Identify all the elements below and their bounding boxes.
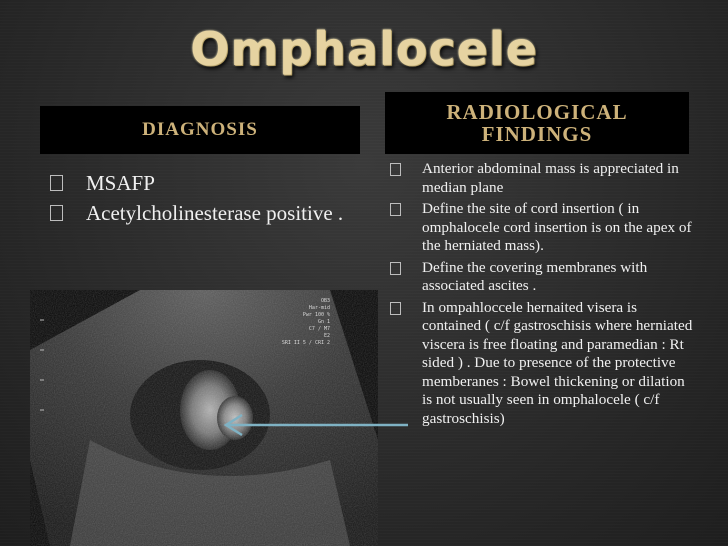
- finding-item: [388, 200, 693, 256]
- header-line-1: RADIOLOGICAL: [446, 100, 628, 124]
- bullet-box-icon: [390, 160, 401, 182]
- bullet-box-icon: [50, 200, 63, 228]
- diagnosis-header: [40, 106, 360, 154]
- us-label-4: Gn 1: [317, 319, 330, 325]
- slide-title: Omphalocele: [190, 22, 538, 76]
- header-line-2: FINDINGS: [481, 122, 593, 146]
- diagnosis-item: [48, 200, 348, 227]
- ultrasound-scan: [30, 290, 378, 546]
- bullet-box-icon: [390, 299, 401, 321]
- diagnosis-item-text: Acetylcholinesterase positive .: [86, 201, 344, 225]
- diagnosis-list: [48, 170, 348, 230]
- us-label-6: E2: [323, 333, 330, 339]
- us-label-7: SRI II 5 / CRI 2: [281, 340, 330, 346]
- diagnosis-item: [48, 170, 348, 197]
- finding-item-text: Anterior abdominal mass is appreciated in median plane: [422, 160, 679, 196]
- us-label-1: OB3: [320, 298, 330, 304]
- us-label-5: C7 / M7: [308, 326, 330, 332]
- finding-item-text: Define the site of cord insertion ( in omphalocele cord insertion is on the apex of the herniated mass).: [422, 200, 692, 254]
- diagnosis-item-text: MSAFP: [86, 171, 155, 195]
- us-label-3: Pwr 100 %: [302, 312, 330, 318]
- bullet-box-icon: [390, 259, 401, 281]
- finding-item: [388, 259, 693, 296]
- radiological-findings-header-label: [446, 101, 627, 145]
- finding-item: [388, 160, 693, 197]
- finding-item-text: Define the covering membranes with associated ascites .: [422, 258, 648, 294]
- radiological-findings-header: [385, 92, 689, 154]
- bullet-box-icon: [50, 170, 63, 198]
- bullet-box-icon: [390, 200, 401, 222]
- us-label-2: Har-mid: [308, 305, 330, 311]
- findings-list: [388, 160, 693, 431]
- finding-item: [388, 299, 693, 429]
- diagnosis-header-label: DIAGNOSIS: [142, 119, 258, 140]
- finding-item-text: In ompahloccele hernaited visera is contained ( c/f gastroschisis where herniated viscera is free floating and paramedian : Rt sided ) . Due to presence of the protective memberanes : Bowel thickening or dilation is not usually seen in omphalocele ( c/f gastroschisis): [422, 298, 693, 427]
- ultrasound-image: [30, 290, 378, 546]
